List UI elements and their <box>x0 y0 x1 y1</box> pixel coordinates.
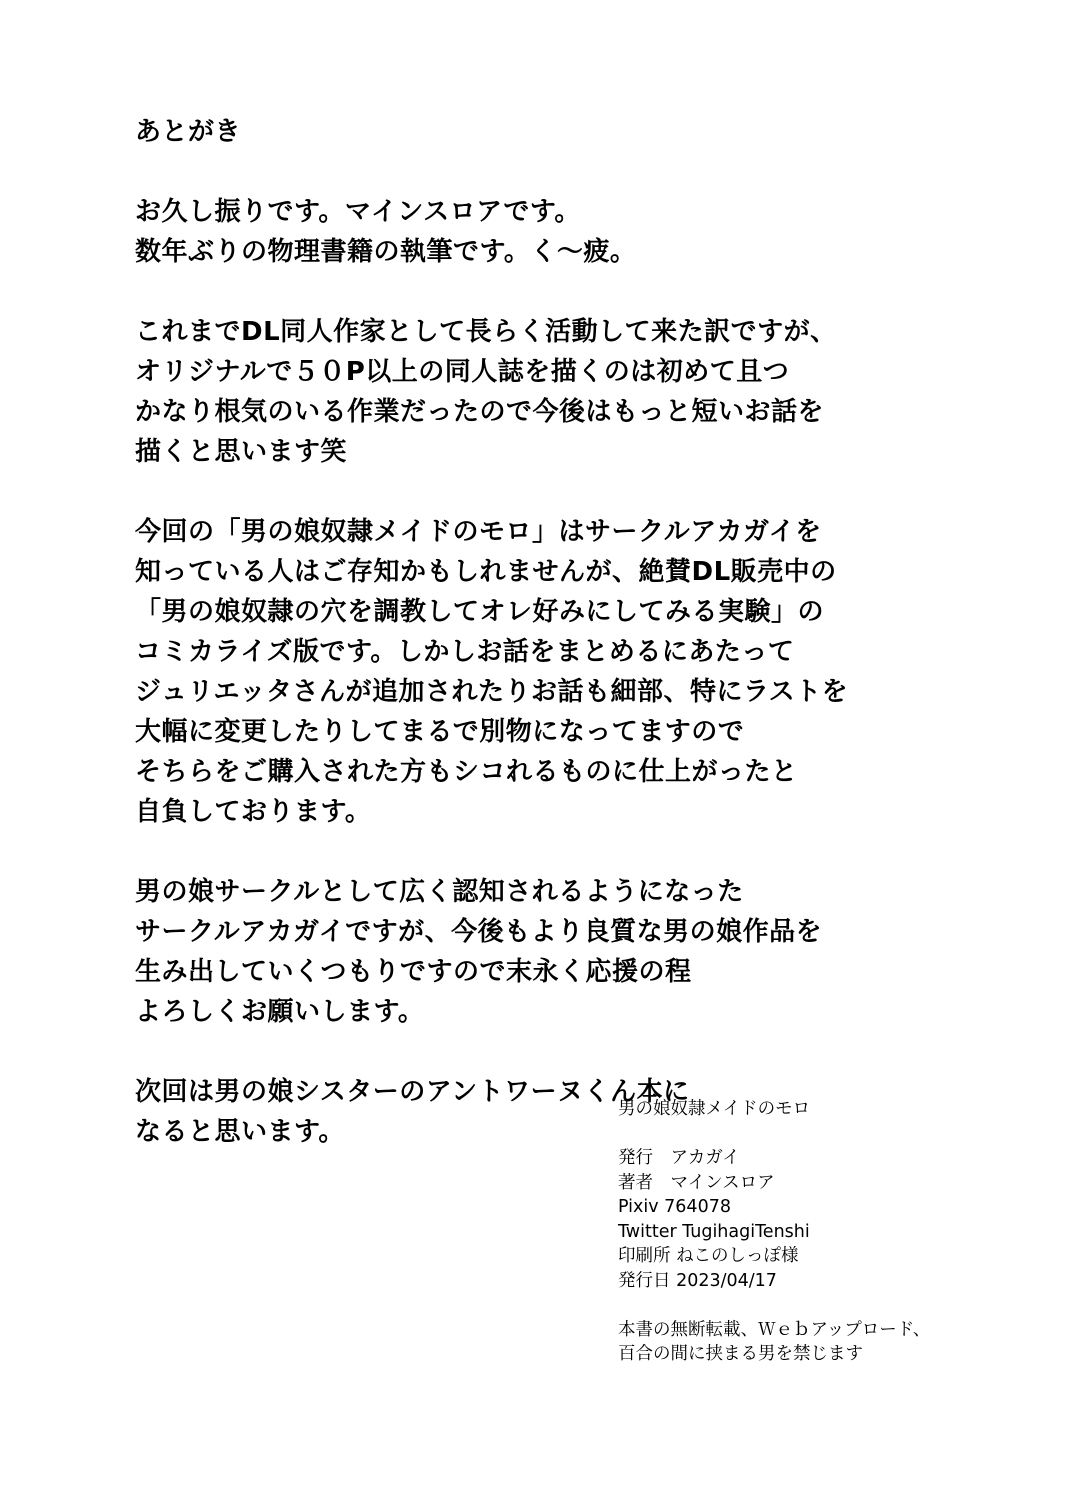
paragraph-gap <box>135 472 1035 512</box>
afterword-title: あとがき <box>135 117 242 147</box>
paragraph-line: これまでDL同人作家として長らく活動して来た訳ですが、 <box>135 317 837 347</box>
paragraph-gap <box>135 272 1035 312</box>
colophon-author: 著者 マインスロア <box>618 1172 775 1193</box>
paragraph-line: 「男の娘奴隷の穴を調教してオレ好みにしてみる実験」の <box>135 597 825 627</box>
paragraph-gap <box>135 1032 1035 1072</box>
paragraph-line: オリジナルで５０P以上の同人誌を描くのは初めて且つ <box>135 357 790 387</box>
colophon-date: 発行日 2023/04/17 <box>618 1270 777 1291</box>
colophon-publisher: 発行 アカガイ <box>618 1148 740 1168</box>
paragraph-line: 描くと思います笑 <box>135 437 348 467</box>
paragraph-line: ジュリエッタさんが追加されたりお話も細部、特にラストを <box>135 677 849 707</box>
colophon <box>618 1097 1038 1367</box>
colophon-gap <box>618 1122 1038 1147</box>
paragraph-line: 男の娘サークルとして広く認知されるようになった <box>135 877 744 907</box>
paragraph-line: なると思います。 <box>135 1117 345 1147</box>
colophon-notice: 百合の間に挟まる男を禁じます <box>618 1344 863 1364</box>
paragraph-gap <box>135 832 1035 872</box>
paragraph-line: 自負しております。 <box>135 797 372 827</box>
colophon-printer: 印刷所 ねこのしっぽ様 <box>618 1246 799 1266</box>
paragraph-line: お久し振りです。マインスロアです。 <box>135 197 581 227</box>
paragraph-line: そちらをご購入された方もシコれるものに仕上がったと <box>135 757 798 787</box>
paragraph-line: 大幅に変更したりしてまるで別物になってますので <box>135 717 745 747</box>
paragraph-line: 数年ぶりの物理書籍の執筆です。く～疲。 <box>135 237 637 267</box>
colophon-gap <box>618 1293 1038 1318</box>
paragraph-line: よろしくお願いします。 <box>135 997 425 1027</box>
paragraph-line: かなり根気のいる作業だったので今後はもっと短いお話を <box>135 397 825 427</box>
colophon-twitter: Twitter TugihagiTenshi <box>618 1221 810 1242</box>
paragraph-line: サークルアカガイですが、今後もより良質な男の娘作品を <box>135 917 823 947</box>
afterword-body <box>135 112 1035 1152</box>
colophon-notice: 本書の無断転載、Ｗｅｂアップロード、 <box>618 1319 931 1340</box>
paragraph-line: コミカライズ版です。しかしお話をまとめるにあたって <box>135 637 795 667</box>
paragraph-line: 今回の「男の娘奴隷メイドのモロ」はサークルアカガイを <box>135 517 822 547</box>
colophon-pixiv: Pixiv 764078 <box>618 1197 731 1217</box>
paragraph-gap <box>135 152 1035 192</box>
paragraph-line: 次回は男の娘シスターのアントワーヌくん本に <box>135 1077 690 1107</box>
colophon-book-title: 男の娘奴隷メイドのモロ <box>618 1099 811 1119</box>
paragraph-line: 知っている人はご存知かもしれませんが、絶賛DL販売中の <box>135 557 837 587</box>
paragraph-line: 生み出していくつもりですので末永く応援の程 <box>135 957 692 987</box>
